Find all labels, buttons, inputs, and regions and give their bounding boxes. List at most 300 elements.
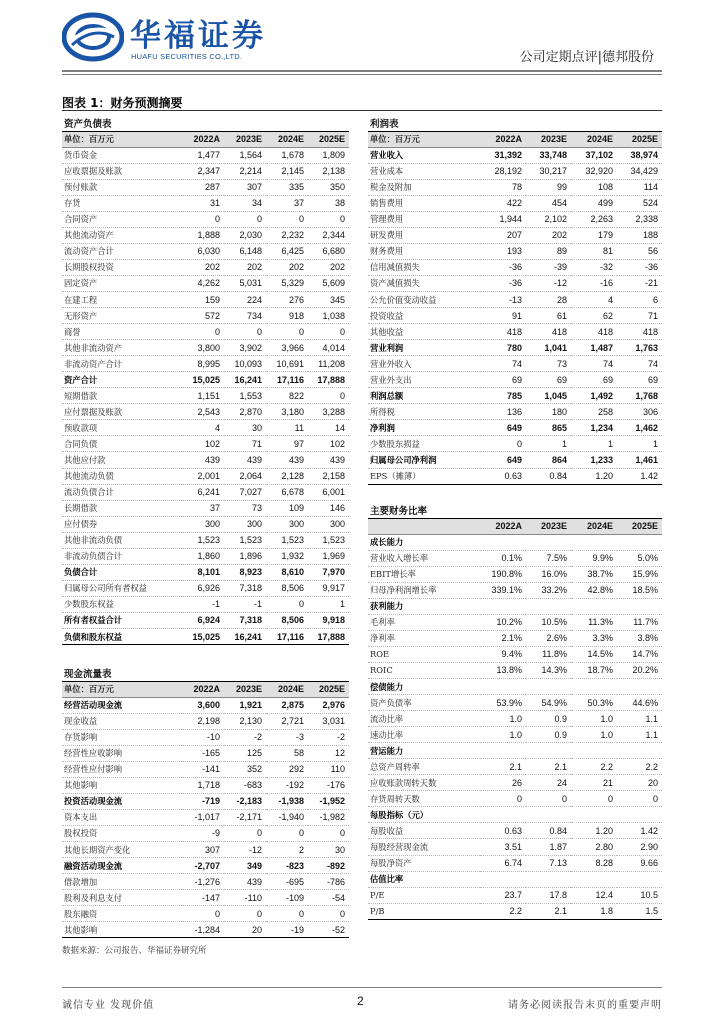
cell-value: 42.8%: [571, 582, 617, 598]
cell-value: 20: [617, 775, 662, 791]
row-label: 资产合计: [62, 372, 182, 388]
cell-value: 1,718: [182, 777, 224, 793]
cell-value: 864: [526, 452, 571, 468]
row-label: 长期借款: [62, 500, 182, 516]
table-row: [62, 548, 349, 564]
cell-value: 2: [266, 842, 308, 858]
row-label: 预付账款: [62, 179, 182, 195]
cell-value: 2.80: [571, 839, 617, 855]
cell-value: 11.7%: [617, 614, 662, 630]
year-header: 2024E: [266, 681, 308, 697]
row-label: 速动比率: [368, 727, 480, 743]
row-label: 存货影响: [62, 729, 182, 745]
cell-value: [526, 534, 571, 550]
cell-value: 454: [526, 195, 571, 211]
cell-value: 2,232: [266, 227, 308, 243]
cell-value: -786: [308, 874, 349, 890]
row-label: 获利能力: [368, 598, 480, 614]
cell-value: 193: [480, 243, 526, 259]
table-row: [368, 855, 662, 871]
row-label: 股东融资: [62, 906, 182, 922]
cell-value: 8,995: [182, 356, 224, 372]
cell-value: 74: [617, 356, 662, 372]
cell-value: 4,014: [308, 340, 349, 356]
cell-value: 56: [617, 243, 662, 259]
table-row: [62, 340, 349, 356]
cell-value: 6,030: [182, 243, 224, 259]
cell-value: 17,888: [308, 372, 349, 388]
table-title: 利润表: [368, 115, 662, 131]
table-header-row: [368, 131, 662, 147]
cell-value: 2,064: [224, 468, 266, 484]
cell-value: 6: [617, 292, 662, 308]
cell-value: -1: [224, 596, 266, 612]
cell-value: -110: [224, 890, 266, 906]
unit-header: 单位：百万元: [62, 681, 182, 697]
cell-value: 1,921: [224, 697, 266, 713]
cell-value: [617, 743, 662, 759]
cell-value: -36: [480, 275, 526, 291]
cell-value: 0: [480, 436, 526, 452]
cell-value: 7,027: [224, 484, 266, 500]
cell-value: [571, 743, 617, 759]
cell-value: 1.5: [617, 903, 662, 919]
cell-value: 0: [224, 211, 266, 227]
cell-value: -147: [182, 890, 224, 906]
cell-value: 7,970: [308, 564, 349, 580]
year-header: 2024E: [571, 518, 617, 534]
cell-value: 1,860: [182, 548, 224, 564]
table-row: [368, 550, 662, 566]
cell-value: 1,969: [308, 548, 349, 564]
income-statement-table: [368, 115, 662, 485]
row-label: 营业外支出: [368, 372, 480, 388]
table-header-row: [62, 681, 349, 697]
cell-value: 18.5%: [617, 582, 662, 598]
row-label: 每股净资产: [368, 855, 480, 871]
cell-value: 91: [480, 308, 526, 324]
row-label: 负债合计: [62, 564, 182, 580]
cell-value: 1,944: [480, 211, 526, 227]
table-row: [62, 745, 349, 761]
row-label: 投资收益: [368, 308, 480, 324]
cell-value: 0: [182, 906, 224, 922]
cell-value: 7,318: [224, 612, 266, 628]
cell-value: [571, 598, 617, 614]
cell-value: 7.13: [526, 855, 571, 871]
cell-value: 276: [266, 292, 308, 308]
cell-value: -1,276: [182, 874, 224, 890]
cell-value: 7,318: [224, 580, 266, 596]
cell-value: 2.2: [571, 759, 617, 775]
row-label: ROE: [368, 646, 480, 662]
cell-value: -1,017: [182, 809, 224, 825]
cell-value: -683: [224, 777, 266, 793]
cell-value: 3,180: [266, 404, 308, 420]
table-title-row: [368, 502, 662, 518]
cell-value: 146: [308, 500, 349, 516]
cell-value: -32: [571, 259, 617, 275]
table-row: [62, 452, 349, 468]
row-label: P/B: [368, 903, 480, 919]
cell-value: 1.1: [617, 727, 662, 743]
cell-value: 53.9%: [480, 695, 526, 711]
cell-value: 499: [571, 195, 617, 211]
cell-value: 28: [526, 292, 571, 308]
cell-value: 17,116: [266, 372, 308, 388]
cell-value: [480, 807, 526, 823]
cell-value: 38.7%: [571, 566, 617, 582]
table-row: [62, 612, 349, 628]
table-row: [62, 404, 349, 420]
row-label: 负债和股东权益: [62, 629, 182, 645]
figure-title-rule: [62, 110, 662, 111]
cell-value: 13.8%: [480, 662, 526, 678]
cell-value: 2,543: [182, 404, 224, 420]
table-row: [368, 614, 662, 630]
page-header: [0, 0, 724, 86]
row-label: 营运能力: [368, 743, 480, 759]
cell-value: 1,896: [224, 548, 266, 564]
table-row: [62, 147, 349, 163]
cell-value: 23.7: [480, 887, 526, 903]
cell-value: 16,241: [224, 629, 266, 645]
cell-value: 418: [571, 324, 617, 340]
cell-value: 0: [266, 906, 308, 922]
cell-value: 1,487: [571, 340, 617, 356]
cell-value: 99: [526, 179, 571, 195]
cell-value: 3,031: [308, 713, 349, 729]
cell-value: -39: [526, 259, 571, 275]
cell-value: 418: [526, 324, 571, 340]
cell-value: 30,217: [526, 163, 571, 179]
table-row: [368, 839, 662, 855]
row-label: 经营性应收影响: [62, 745, 182, 761]
cell-value: 345: [308, 292, 349, 308]
row-label: EBIT增长率: [368, 566, 480, 582]
year-header: 2024E: [266, 131, 308, 147]
cell-value: 6,241: [182, 484, 224, 500]
cell-value: -3: [266, 729, 308, 745]
table-row: [62, 388, 349, 404]
cell-value: 2,130: [224, 713, 266, 729]
cell-value: 73: [224, 500, 266, 516]
table-row: [368, 195, 662, 211]
cell-value: 0: [266, 825, 308, 841]
cell-value: 62: [571, 308, 617, 324]
cell-value: [571, 534, 617, 550]
cell-value: 1,888: [182, 227, 224, 243]
table-row: [368, 662, 662, 678]
cell-value: 1,678: [266, 147, 308, 163]
cell-value: 8.28: [571, 855, 617, 871]
cell-value: 38,974: [617, 147, 662, 163]
cell-value: 2,263: [571, 211, 617, 227]
table-row: [62, 163, 349, 179]
row-label: 应收账款周转天数: [368, 775, 480, 791]
cell-value: [617, 598, 662, 614]
cell-value: 34: [224, 195, 266, 211]
cell-value: -9: [182, 825, 224, 841]
cell-value: 0: [308, 324, 349, 340]
cell-value: 2.6%: [526, 630, 571, 646]
cell-value: [526, 743, 571, 759]
cell-value: 20.2%: [617, 662, 662, 678]
cell-value: 350: [308, 179, 349, 195]
cell-value: 8,506: [266, 612, 308, 628]
cell-value: 0.84: [526, 468, 571, 484]
cell-value: 6,924: [182, 612, 224, 628]
cell-value: 439: [308, 452, 349, 468]
row-label: 经营性应付影响: [62, 761, 182, 777]
cell-value: 16.0%: [526, 566, 571, 582]
cell-value: 1,932: [266, 548, 308, 564]
table-row: [368, 259, 662, 275]
row-label: 净利润: [368, 420, 480, 436]
row-label: 营业外收入: [368, 356, 480, 372]
cell-value: 2.1: [480, 759, 526, 775]
row-label: 在建工程: [62, 292, 182, 308]
cell-value: -192: [266, 777, 308, 793]
table-row: [62, 713, 349, 729]
cell-value: 188: [617, 227, 662, 243]
cell-value: 30: [308, 842, 349, 858]
source-note: 数据来源：公司报告、华福证券研究所: [62, 946, 207, 956]
cell-value: [617, 534, 662, 550]
company-logo: [62, 10, 266, 70]
table-row: [62, 243, 349, 259]
cell-value: 2,145: [266, 163, 308, 179]
table-row: [368, 630, 662, 646]
cell-value: -695: [266, 874, 308, 890]
cell-value: 207: [480, 227, 526, 243]
table-row: [368, 452, 662, 468]
table-row: [368, 646, 662, 662]
cell-value: 15,025: [182, 372, 224, 388]
cell-value: 0: [182, 211, 224, 227]
cell-value: 0.63: [480, 468, 526, 484]
cell-value: 6.74: [480, 855, 526, 871]
cell-value: 3,902: [224, 340, 266, 356]
cell-value: 33,748: [526, 147, 571, 163]
table-row: [368, 292, 662, 308]
cell-value: 1.0: [480, 727, 526, 743]
table-row: [62, 292, 349, 308]
row-label: 借款增加: [62, 874, 182, 890]
cell-value: 335: [266, 179, 308, 195]
cell-value: 1.0: [571, 711, 617, 727]
footer-disclaimer: 请务必阅读报告末页的重要声明: [508, 1000, 662, 1011]
cell-value: 24: [526, 775, 571, 791]
cell-value: -16: [571, 275, 617, 291]
cell-value: 1.20: [571, 468, 617, 484]
cell-value: 0: [266, 596, 308, 612]
cell-value: 9,918: [308, 612, 349, 628]
cell-value: 1,233: [571, 452, 617, 468]
cell-value: 5,329: [266, 275, 308, 291]
cell-value: 300: [182, 516, 224, 532]
table-row: [62, 308, 349, 324]
cell-value: -1,940: [266, 809, 308, 825]
table-row: [368, 404, 662, 420]
cell-value: [480, 871, 526, 887]
cell-value: 2,138: [308, 163, 349, 179]
cell-value: [526, 679, 571, 695]
cell-value: 1,041: [526, 340, 571, 356]
cell-value: 12: [308, 745, 349, 761]
cell-value: 97: [266, 436, 308, 452]
cell-value: 38: [308, 195, 349, 211]
cell-value: 18.7%: [571, 662, 617, 678]
cell-value: 10.5: [617, 887, 662, 903]
cell-value: 202: [308, 259, 349, 275]
cell-value: 2,347: [182, 163, 224, 179]
table-row: [62, 195, 349, 211]
table-header-row: [368, 518, 662, 534]
cell-value: 0: [266, 324, 308, 340]
cell-value: 14.3%: [526, 662, 571, 678]
cell-value: 125: [224, 745, 266, 761]
table-row: [62, 259, 349, 275]
cell-value: 292: [266, 761, 308, 777]
cell-value: 10,691: [266, 356, 308, 372]
cell-value: 5,609: [308, 275, 349, 291]
table-row: [62, 729, 349, 745]
cell-value: 1: [571, 436, 617, 452]
cell-value: 7.5%: [526, 550, 571, 566]
cell-value: 31: [182, 195, 224, 211]
cell-value: -12: [224, 842, 266, 858]
cell-value: 1: [617, 436, 662, 452]
row-label: 归属母公司所有者权益: [62, 580, 182, 596]
row-label: 固定资产: [62, 275, 182, 291]
row-label: 流动负债合计: [62, 484, 182, 500]
financial-ratios-table: [368, 502, 662, 920]
row-label: 投资活动现金流: [62, 793, 182, 809]
huafu-logo-icon: [62, 12, 124, 62]
row-label: 营业收入: [368, 147, 480, 163]
table-row: [62, 906, 349, 922]
table-title-row: [62, 665, 349, 681]
cell-value: 61: [526, 308, 571, 324]
cell-value: -1: [182, 596, 224, 612]
table-row: [368, 243, 662, 259]
cell-value: 10.2%: [480, 614, 526, 630]
cell-value: 11: [266, 420, 308, 436]
cell-value: 1,462: [617, 420, 662, 436]
cell-value: 352: [224, 761, 266, 777]
cell-value: 179: [571, 227, 617, 243]
cell-value: 2,875: [266, 697, 308, 713]
table-row: [368, 372, 662, 388]
row-label: 经营活动现金流: [62, 697, 182, 713]
cell-value: 17,116: [266, 629, 308, 645]
cell-value: 0: [526, 791, 571, 807]
row-label: 所得税: [368, 404, 480, 420]
cell-value: 202: [526, 227, 571, 243]
cell-value: 0: [308, 388, 349, 404]
cell-value: 649: [480, 452, 526, 468]
cell-value: 74: [480, 356, 526, 372]
cell-value: 34,429: [617, 163, 662, 179]
table-row: [62, 179, 349, 195]
cell-value: 180: [526, 404, 571, 420]
cell-value: 439: [182, 452, 224, 468]
row-label: 公允价值变动收益: [368, 292, 480, 308]
table-row: [368, 775, 662, 791]
cell-value: [617, 807, 662, 823]
cell-value: 3,288: [308, 404, 349, 420]
cell-value: 422: [480, 195, 526, 211]
row-label: 总资产周转率: [368, 759, 480, 775]
cell-value: 6,678: [266, 484, 308, 500]
cell-value: 159: [182, 292, 224, 308]
cell-value: 2,198: [182, 713, 224, 729]
cell-value: 572: [182, 308, 224, 324]
row-label: 归母净利润增长率: [368, 582, 480, 598]
row-label: 其他收益: [368, 324, 480, 340]
cell-value: 20: [224, 922, 266, 938]
cell-value: -719: [182, 793, 224, 809]
year-header: 2022A: [182, 131, 224, 147]
cell-value: -21: [617, 275, 662, 291]
cell-value: 71: [224, 436, 266, 452]
cell-value: -176: [308, 777, 349, 793]
cell-value: [526, 598, 571, 614]
cell-value: 0: [308, 825, 349, 841]
cell-value: 349: [224, 858, 266, 874]
cell-value: 1,045: [526, 388, 571, 404]
cell-value: 17.8: [526, 887, 571, 903]
cell-value: 8,610: [266, 564, 308, 580]
year-header: 2025E: [617, 131, 662, 147]
row-label: 信用减值损失: [368, 259, 480, 275]
row-label: 长期股权投资: [62, 259, 182, 275]
cell-value: 439: [266, 452, 308, 468]
row-label: ROIC: [368, 662, 480, 678]
cell-value: 3,800: [182, 340, 224, 356]
table-row: [62, 484, 349, 500]
row-label: 流动资产合计: [62, 243, 182, 259]
row-label: 毛利率: [368, 614, 480, 630]
table-row: [368, 340, 662, 356]
table-row: [368, 791, 662, 807]
unit-header: [368, 518, 480, 534]
footer-divider: [62, 987, 662, 988]
cell-value: 4,262: [182, 275, 224, 291]
cell-value: 31,392: [480, 147, 526, 163]
table-row: [368, 711, 662, 727]
cell-value: 1,809: [308, 147, 349, 163]
cell-value: 649: [480, 420, 526, 436]
row-label: 净利率: [368, 630, 480, 646]
row-label: 资本支出: [62, 809, 182, 825]
table-row: [368, 227, 662, 243]
row-label: 其他影响: [62, 922, 182, 938]
cell-value: -10: [182, 729, 224, 745]
cell-value: 30: [224, 420, 266, 436]
cell-value: 1.0: [571, 727, 617, 743]
cell-value: -892: [308, 858, 349, 874]
cell-value: 306: [617, 404, 662, 420]
cell-value: 3.8%: [617, 630, 662, 646]
cell-value: 54.9%: [526, 695, 571, 711]
cell-value: -1,982: [308, 809, 349, 825]
year-header: 2022A: [182, 681, 224, 697]
table-row: [62, 356, 349, 372]
row-label: 商誉: [62, 324, 182, 340]
cell-value: 2.90: [617, 839, 662, 855]
